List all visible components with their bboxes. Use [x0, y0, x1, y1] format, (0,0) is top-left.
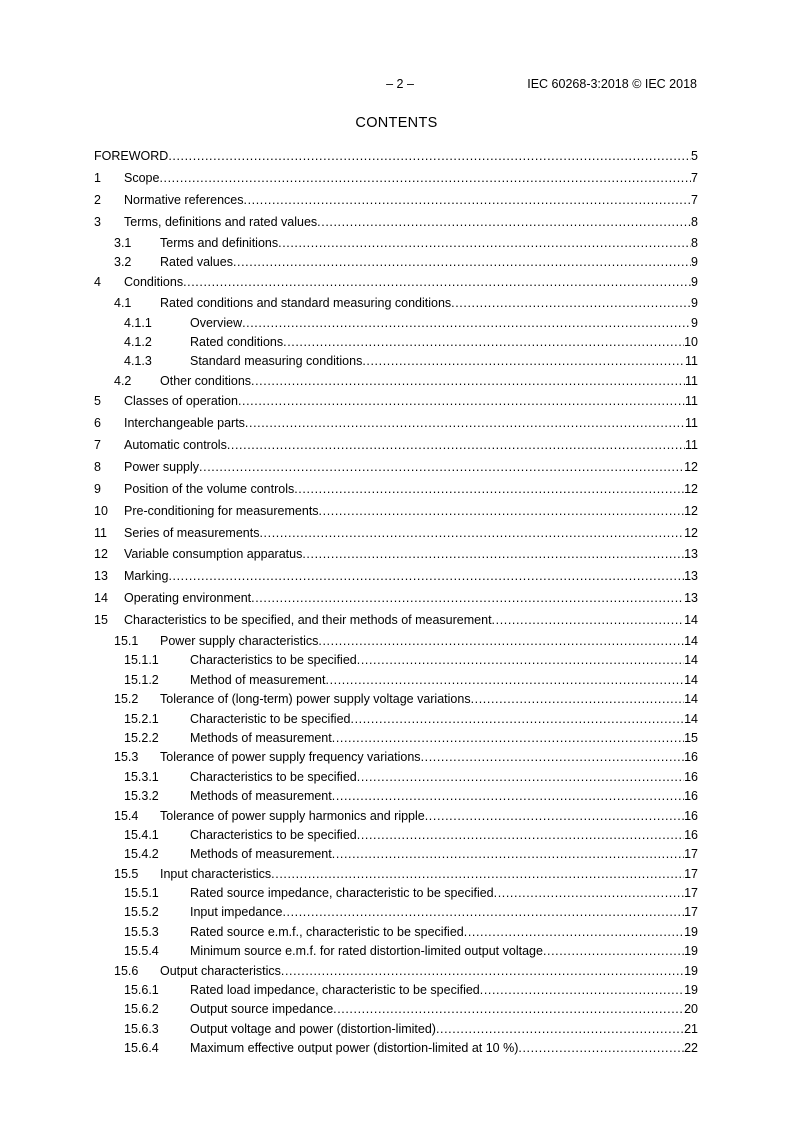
toc-entry-number: 15.6.1 [124, 983, 159, 998]
toc-entry-page-number: 11 [685, 354, 698, 369]
toc-entry[interactable] [94, 544, 698, 566]
toc-entry-number: 11 [94, 525, 107, 540]
toc-entry-number: 4.1.1 [124, 315, 152, 330]
toc-entry-number: 4 [94, 275, 101, 290]
toc-entry[interactable] [94, 651, 698, 670]
toc-entry[interactable] [94, 372, 698, 391]
toc-entry-number: 6 [94, 416, 101, 431]
toc-entry-title: Variable consumption apparatus [124, 547, 303, 562]
toc-entry-page-number: 17 [684, 847, 698, 862]
toc-entry[interactable] [94, 479, 698, 501]
toc-entry-number: 1 [94, 170, 101, 185]
toc-entry-title: Characteristics to be specified [190, 653, 357, 668]
toc-entry-number: 15.5 [114, 866, 139, 881]
toc-dot-leader [259, 523, 684, 545]
toc-entry-title: Standard measuring conditions [190, 354, 363, 369]
toc-entry-title: Methods of measurement [190, 789, 332, 804]
toc-entry-title: Methods of measurement [190, 847, 332, 862]
toc-entry-page-number: 8 [691, 214, 698, 229]
toc-dot-leader [251, 588, 684, 610]
toc-entry[interactable] [94, 768, 698, 787]
toc-entry-number: 10 [94, 503, 108, 518]
toc-entry-page-number: 19 [684, 963, 698, 978]
toc-entry-title: Normative references [124, 192, 244, 207]
toc-dot-leader [294, 479, 684, 501]
toc-entry-title: Terms, definitions and rated values [124, 214, 318, 229]
toc-entry-number: 4.1.3 [124, 354, 152, 369]
toc-entry[interactable] [94, 632, 698, 651]
toc-entry-number: 15.5.2 [124, 905, 159, 920]
toc-entry-page-number: 7 [691, 170, 698, 185]
toc-entry-page-number: 11 [685, 394, 698, 409]
toc-entry[interactable] [94, 253, 698, 272]
toc-entry-page-number: 13 [684, 591, 698, 606]
toc-dot-leader [518, 1039, 684, 1058]
toc-entry-title: Rated load impedance, characteristic to be specified [190, 983, 480, 998]
toc-entry-page-number: 8 [691, 235, 698, 250]
toc-entry[interactable] [94, 671, 698, 690]
toc-entry[interactable] [94, 391, 698, 413]
toc-entry-page-number: 21 [684, 1021, 698, 1036]
toc-entry[interactable] [94, 942, 698, 961]
toc-dot-leader [494, 884, 684, 903]
toc-entry-page-number: 14 [684, 672, 698, 687]
toc-entry-page-number: 10 [684, 335, 698, 350]
toc-entry-title: Tolerance of power supply frequency variations [160, 750, 421, 765]
toc-entry-page-number: 9 [691, 275, 698, 290]
toc-entry[interactable] [94, 212, 698, 234]
toc-entry-page-number: 19 [684, 924, 698, 939]
toc-entry-number: 15.4.1 [124, 827, 159, 842]
page-title: CONTENTS [355, 115, 438, 131]
toc-dot-leader [421, 748, 685, 767]
toc-dot-leader [332, 787, 684, 806]
toc-dot-leader [159, 168, 691, 190]
toc-entry[interactable] [94, 710, 698, 729]
toc-entry-title: Scope [124, 170, 160, 185]
toc-entry-number: 15.2.2 [124, 730, 159, 745]
toc-entry-page-number: 17 [684, 886, 698, 901]
toc-entry-title: Input characteristics [160, 866, 272, 881]
toc-entry[interactable] [94, 146, 698, 168]
toc-entry[interactable] [94, 787, 698, 806]
toc-entry-number: 9 [94, 481, 101, 496]
toc-entry-number: 15.6.2 [124, 1002, 159, 1017]
toc-entry-title: Characteristics to be specified [190, 827, 357, 842]
toc-dot-leader [271, 865, 684, 884]
toc-entry-page-number: 13 [684, 569, 698, 584]
toc-entry-page-number: 20 [684, 1002, 698, 1017]
toc-entry[interactable] [94, 501, 698, 523]
toc-dot-leader [238, 391, 685, 413]
toc-entry-number: 4.1.2 [124, 335, 152, 350]
toc-entry-title: Output characteristics [160, 963, 281, 978]
toc-entry-title: Power supply [124, 459, 200, 474]
toc-dot-leader [278, 234, 691, 253]
toc-entry[interactable] [94, 588, 698, 610]
toc-entry-page-number: 17 [684, 866, 698, 881]
toc-entry[interactable] [94, 457, 698, 479]
toc-entry-title: Rated conditions [190, 335, 284, 350]
toc-entry[interactable] [94, 610, 698, 632]
toc-entry-page-number: 19 [684, 944, 698, 959]
toc-entry-page-number: 16 [684, 789, 698, 804]
toc-entry-title: Classes of operation [124, 394, 238, 409]
toc-dot-leader [332, 729, 684, 748]
toc-entry-title: Marking [124, 569, 169, 584]
toc-entry-title: Interchangeable parts [124, 416, 245, 431]
toc-entry[interactable] [94, 333, 698, 352]
toc-entry-number: 15.6.3 [124, 1021, 159, 1036]
toc-entry[interactable] [94, 826, 698, 845]
table-of-contents [94, 146, 698, 1059]
toc-entry[interactable] [94, 435, 698, 457]
toc-entry-page-number: 14 [684, 711, 698, 726]
toc-entry[interactable] [94, 272, 698, 294]
toc-entry[interactable] [94, 884, 698, 903]
toc-dot-leader [492, 610, 685, 632]
toc-entry-page-number: 19 [684, 983, 698, 998]
toc-entry-title: Maximum effective output power (distortion-limited at 10 %) [190, 1041, 519, 1056]
toc-entry-number: 15.1.1 [124, 653, 159, 668]
toc-entry-number: 15.1 [114, 633, 139, 648]
toc-dot-leader [326, 671, 685, 690]
toc-entry-title: Characteristics to be specified [190, 769, 357, 784]
toc-entry-page-number: 12 [684, 525, 698, 540]
toc-dot-leader [319, 501, 685, 523]
toc-entry-page-number: 16 [684, 827, 698, 842]
toc-entry-number: 15 [94, 613, 108, 628]
toc-entry-page-number: 9 [691, 315, 698, 330]
page-header-page-number: – 2 – [386, 77, 414, 91]
toc-dot-leader [168, 146, 691, 168]
toc-entry-title: Input impedance [190, 905, 283, 920]
toc-entry-number: 15.2.1 [124, 711, 159, 726]
toc-dot-leader [357, 826, 684, 845]
toc-entry-number: 5 [94, 394, 101, 409]
toc-entry-title: Method of measurement [190, 672, 326, 687]
toc-dot-leader [543, 942, 684, 961]
toc-dot-leader [242, 314, 691, 333]
toc-dot-leader [464, 923, 684, 942]
toc-entry-page-number: 11 [685, 416, 698, 431]
toc-entry-title: Characteristics to be specified, and their methods of measurement [124, 613, 492, 628]
toc-entry-page-number: 22 [684, 1041, 698, 1056]
toc-entry[interactable] [94, 1020, 698, 1039]
toc-entry-page-number: 16 [684, 808, 698, 823]
toc-dot-leader [283, 333, 684, 352]
toc-entry-title: Methods of measurement [190, 730, 332, 745]
page-header-standard: IEC 60268-3:2018 © IEC 2018 [527, 77, 697, 91]
toc-entry-title: Rated values [160, 254, 233, 269]
toc-dot-leader [480, 981, 684, 1000]
toc-entry-title: Terms and definitions [160, 235, 279, 250]
toc-entry[interactable] [94, 352, 698, 371]
toc-entry-number: 3 [94, 214, 101, 229]
toc-entry-number: 15.5.4 [124, 944, 159, 959]
toc-entry-page-number: 16 [684, 769, 698, 784]
toc-dot-leader [357, 651, 684, 670]
toc-entry-title: Rated source e.m.f., characteristic to be specified [190, 924, 464, 939]
toc-entry-page-number: 9 [691, 296, 698, 311]
toc-dot-leader [357, 768, 684, 787]
toc-entry-number: 14 [94, 591, 108, 606]
toc-dot-leader [251, 372, 685, 391]
toc-entry-page-number: 9 [691, 254, 698, 269]
toc-entry-title: Rated conditions and standard measuring conditions [160, 296, 452, 311]
toc-dot-leader [302, 544, 684, 566]
toc-entry[interactable] [94, 923, 698, 942]
toc-entry[interactable] [94, 903, 698, 922]
toc-entry-number: 15.5.1 [124, 886, 159, 901]
toc-entry-number: 15.3.2 [124, 789, 159, 804]
toc-entry-number: 4.1 [114, 296, 132, 311]
toc-entry-title: Automatic controls [124, 437, 227, 452]
toc-entry-number: 13 [94, 569, 108, 584]
toc-dot-leader [333, 1000, 684, 1019]
toc-entry[interactable] [94, 413, 698, 435]
toc-entry-title: Overview [190, 315, 243, 330]
toc-entry-title: Power supply characteristics [160, 633, 319, 648]
toc-entry-page-number: 5 [691, 149, 698, 163]
toc-entry-number: 3.1 [114, 235, 132, 250]
toc-entry-title: Rated source impedance, characteristic to be specified [190, 886, 494, 901]
toc-dot-leader [351, 710, 685, 729]
toc-dot-leader [317, 212, 691, 234]
toc-entry-page-number: 11 [685, 373, 698, 388]
toc-entry-number: 15.6 [114, 963, 139, 978]
toc-entry-title: Minimum source e.m.f. for rated distortion-limited output voltage [190, 944, 543, 959]
toc-dot-leader [281, 962, 684, 981]
toc-entry-title: Characteristic to be specified [190, 711, 351, 726]
toc-entry-page-number: 11 [685, 437, 698, 452]
toc-entry[interactable] [94, 845, 698, 864]
toc-entry[interactable] [94, 865, 698, 884]
toc-entry-number: 2 [94, 192, 101, 207]
toc-entry-title: Tolerance of (long-term) power supply voltage variations [160, 692, 471, 707]
toc-entry-title: Position of the volume controls [124, 481, 295, 496]
toc-entry-page-number: 14 [684, 653, 698, 668]
toc-entry-title: Operating environment [124, 591, 252, 606]
toc-entry-page-number: 14 [684, 692, 698, 707]
toc-entry-title: FOREWORD [94, 149, 169, 163]
toc-entry-number: 8 [94, 459, 101, 474]
toc-entry[interactable] [94, 190, 698, 212]
toc-dot-leader [425, 807, 684, 826]
toc-entry-page-number: 12 [684, 481, 698, 496]
toc-entry[interactable] [94, 1000, 698, 1019]
toc-entry-title: Other conditions [160, 373, 252, 388]
toc-entry-number: 7 [94, 437, 101, 452]
toc-entry[interactable] [94, 1039, 698, 1058]
toc-entry[interactable] [94, 168, 698, 190]
toc-entry-title: Pre-conditioning for measurements [124, 503, 319, 518]
toc-dot-leader [471, 690, 685, 709]
toc-entry-number: 15.2 [114, 692, 139, 707]
toc-entry-number: 15.5.3 [124, 924, 159, 939]
toc-entry-number: 15.3.1 [124, 769, 159, 784]
toc-dot-leader [183, 272, 691, 294]
toc-entry-page-number: 13 [684, 547, 698, 562]
toc-entry[interactable] [94, 234, 698, 253]
toc-entry-number: 4.2 [114, 373, 132, 388]
toc-dot-leader [199, 457, 684, 479]
toc-dot-leader [318, 632, 684, 651]
toc-dot-leader [362, 352, 685, 371]
toc-entry[interactable] [94, 566, 698, 588]
toc-entry-number: 15.6.4 [124, 1041, 159, 1056]
toc-entry-number: 15.4 [114, 808, 139, 823]
toc-entry-number: 15.4.2 [124, 847, 159, 862]
toc-entry[interactable] [94, 981, 698, 1000]
toc-dot-leader [282, 903, 684, 922]
toc-entry-page-number: 12 [684, 503, 698, 518]
toc-entry[interactable] [94, 314, 698, 333]
toc-entry-page-number: 14 [684, 613, 698, 628]
toc-dot-leader [436, 1020, 684, 1039]
toc-dot-leader [332, 845, 684, 864]
toc-entry-page-number: 12 [684, 459, 698, 474]
toc-dot-leader [244, 190, 692, 212]
toc-entry-title: Conditions [124, 275, 184, 290]
toc-entry-number: 15.3 [114, 750, 139, 765]
toc-dot-leader [227, 435, 685, 457]
toc-entry-page-number: 14 [684, 633, 698, 648]
toc-entry-number: 12 [94, 547, 108, 562]
toc-entry-title: Output voltage and power (distortion-limited) [190, 1021, 436, 1036]
toc-dot-leader [245, 413, 685, 435]
toc-entry-page-number: 15 [684, 730, 698, 745]
toc-dot-leader [451, 294, 691, 313]
toc-entry-title: Tolerance of power supply harmonics and ripple [160, 808, 425, 823]
toc-entry-page-number: 17 [684, 905, 698, 920]
toc-entry[interactable] [94, 748, 698, 767]
toc-dot-leader [233, 253, 691, 272]
toc-entry-title: Output source impedance [190, 1002, 334, 1017]
toc-entry[interactable] [94, 294, 698, 313]
toc-entry[interactable] [94, 729, 698, 748]
toc-entry[interactable] [94, 690, 698, 709]
toc-entry[interactable] [94, 523, 698, 545]
toc-entry-page-number: 16 [684, 750, 698, 765]
toc-entry[interactable] [94, 807, 698, 826]
toc-entry-page-number: 7 [691, 192, 698, 207]
toc-entry[interactable] [94, 962, 698, 981]
toc-dot-leader [168, 566, 684, 588]
toc-entry-number: 3.2 [114, 254, 132, 269]
toc-entry-title: Series of measurements [124, 525, 260, 540]
toc-entry-number: 15.1.2 [124, 672, 159, 687]
